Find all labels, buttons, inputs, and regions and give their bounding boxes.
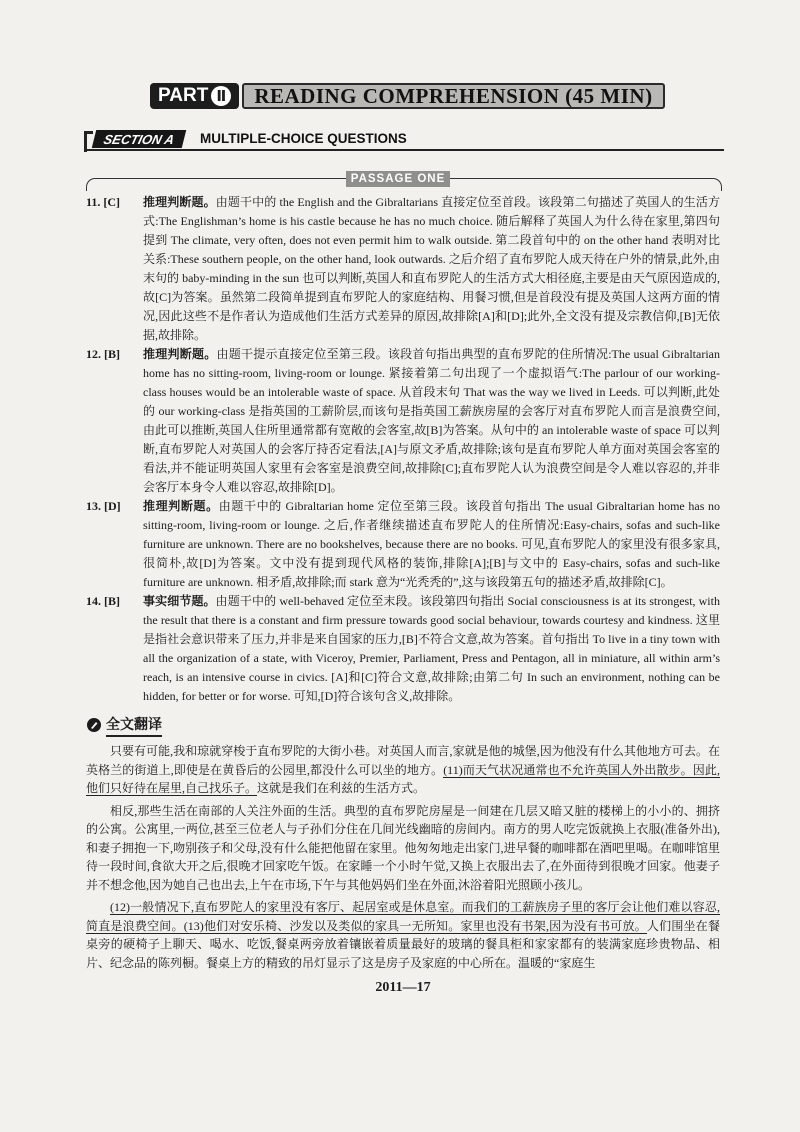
question-type: 推理判断题。: [143, 347, 217, 361]
question-type: 推理判断题。: [143, 195, 216, 209]
answer-number: 13. [D]: [86, 499, 121, 513]
answer-explanation: [143, 497, 720, 592]
answer-item: [86, 497, 720, 592]
answer-explanation: [143, 193, 720, 345]
translation-pen-icon: [86, 717, 102, 738]
translation-text: 人们围坐在餐桌旁的硬椅子上聊天、喝水、吃饭,餐桌两旁放着镶嵌着质量最好的玻璃的餐具柜和家家都有的装满家庭珍贵物品、相片、纪念品的陈列橱。餐桌上方的精致的吊灯显示了这是房子及家庭的中心所在。温暖的“家庭生: [86, 918, 720, 970]
answer-item: [86, 345, 720, 497]
passage-title: PASSAGE ONE: [346, 171, 450, 187]
question-type: 推理判断题。: [143, 499, 219, 513]
part-label: PART: [158, 85, 209, 106]
underlined-answer-sentence: (13)他们对安乐椅、沙发以及类似的家具一无所知。家里也没有书架,因为没有书可放。: [183, 918, 647, 933]
translation-paragraph: [86, 898, 720, 972]
answer-content: [86, 193, 720, 996]
section-divider: [84, 149, 724, 151]
section-label: SECTION A: [92, 130, 187, 148]
explanation-text: 由题干中的 well-behaved 定位至末段。该段第四句指出 Social consciousness is at its strongest, with the result that there is a constant and firm pressure towards good social behaviour, towards courtesy and kindness. 这里是指社会意识带来了压力,并非是来自国家的压力,[B]不符合文意,故为答案。首句指出 To live in a tiny town with all the organization of a state, with Viceroy, Premier, Parliament, Press and Pentagon, all in miniature, all within arm’s reach, is an intensive course in civics. [A]和[C]符合文意,故排除;由第二句 In such an environment, nothing can be hidden, for better or for worse. 可知,[D]符合该句含义,故排除。: [143, 594, 720, 703]
answer-explanation: [143, 592, 720, 706]
answer-number: 12. [B]: [86, 347, 120, 361]
section-title: MULTIPLE-CHOICE QUESTIONS: [200, 131, 407, 146]
answer-explanation: [143, 345, 720, 497]
part-numeral: Ⅱ: [211, 86, 231, 106]
translation-paragraph: [86, 742, 720, 798]
part-badge: [150, 83, 239, 109]
part-banner: [150, 83, 665, 109]
explanation-text: 由题干提示直接定位至第三段。该段首句指出典型的直布罗陀的住所情况:The usual Gibraltarian home has no sitting-room, living-room or lounge. 紧接着第二句出现了一个虚拟语气:The parlour of our working-class houses would be an intolerable waste of space. 从首段末句 That was the way we lived in Leeds. 可以判断,此处的 our working-class 是指英国的工薪阶层,而该句是指英国工薪族房屋的会客厅对直布罗陀人而言是浪费空间,由此可以推断,英国人住所里通常都有宽敞的会客室,故[B]为答案。从句中的 an intolerable waste of space 可以判断,直布罗陀人对英国人的会客厅持否定看法,[A]与原文矛盾,故排除;该句是直布罗陀人单方面对英国会客室的看法,并不能证明英国人家里有会客室是浪费空间,故排除[C];直布罗陀人认为浪费空间是令人难以容忍的,并非会客厅本身令人难以容忍,故排除[D]。: [143, 347, 720, 494]
translation-text: 只要有可能,我和琼就穿梭于直布罗陀的大街小巷。对英国人而言,家就是他的城堡,因为他没有什么其他地方可去。在英格兰的街道上,即使是在黄昏后的公园里,都没什么可以坐的地方。: [86, 744, 720, 777]
page-number: 2011—17: [375, 980, 431, 995]
answer-number: 14. [B]: [86, 594, 120, 608]
translation-text: 这就是我们在利兹的生活方式。: [257, 781, 426, 795]
answer-item: [86, 592, 720, 706]
translation-text: 相反,那些生活在南部的人关注外面的生活。典型的直布罗陀房屋是一间建在几层又暗又脏的楼梯上的小小的、拥挤的公寓。公寓里,一两位,甚至三位老人与子孙们分住在几间光线幽暗的房间内。南方的男人吃完饭就换上衣服(准备外出),和妻子拥抱一下,吻别孩子和父母,没有什么能把他留在家里。他匆匆地走出家门,进早餐的咖啡都在酒吧里喝。在咖啡馆里待一段时间,食欲大开之后,很晚才回家吃午饭。在家睡一个小时午觉,又换上衣服出去了,在外面待到很晚才回家。他妻子并不想念他,因为她自己也出去,上午在市场,下午与其他妈妈们坐在外面,沐浴着阳光照顾小孩儿。: [86, 803, 720, 892]
explanation-text: 由题干中的 the English and the Gibraltarians 直接定位至首段。该段第二句描述了英国人的生活方式:The Englishman’s home is his castle because he has no much choice. 随后解释了英国人为什么待在家里,第四句提到 The climate, very often, does not even permit him to walk outside. 第二段首句中的 on the other hand 表明对比关系:These southern people, on the other hand, look outwards. 之后介绍了直布罗陀人成天待在户外的情景,此外,由末句的 baby-minding in the sun 也可以判断,英国人和直布罗陀人的生活方式大相径庭,主要是由天气原因造成的,故[C]为答案。虽然第二段简单提到直布罗陀人的家庭结构、用餐习惯,但是首段没有提及英国人这两方面的情况,因此这些不是作者认为造成他们生活方式差异的原因,故排除[A]和[D];此外,全文没有提及宗教信仰,[B]无依据,故排除。: [143, 195, 720, 342]
answer-item: [86, 193, 720, 345]
explanation-text: 由题干中的 Gibraltarian home 定位至第三段。该段首句指出 The usual Gibraltarian home has no sitting-room, living-room or lounge. 之后,作者继续描述直布罗陀人的住所情况:Easy-chairs, sofas and such-like furniture are unknown. There are no bookshelves, because there are no books. 可见,直布罗陀人的家里没有很多家具,很简朴,故[D]为答案。文中没有提到现代风格的装饰,排除[A];[B]与文中的 Easy-chairs, sofas and such-like furniture are unknown. 相矛盾,故排除;而 stark 意为“光秃秃的”,这与该段第五句的描述矛盾,故排除[C]。: [143, 499, 720, 589]
question-type: 事实细节题。: [143, 594, 216, 608]
translation-paragraph: [86, 802, 720, 895]
underlined-answer-sentence: (12)一般情况下,直布罗陀人的家里没有客厅、起居室或是休息室。而我们的工薪族房子里的客厅会让他们难以容忍,简直是浪费空间。: [86, 900, 720, 933]
section-header: [84, 129, 724, 151]
answer-number: 11. [C]: [86, 195, 120, 209]
translation-heading: [86, 716, 720, 738]
translation-heading-text: 全文翻译: [106, 717, 162, 737]
underlined-answer-sentence: (11)而天气状况通常也不允许英国人外出散步。因此,他们只好待在屋里,自己找乐子。: [86, 762, 720, 795]
part-title: READING COMPREHENSION (45 MIN): [242, 83, 664, 109]
